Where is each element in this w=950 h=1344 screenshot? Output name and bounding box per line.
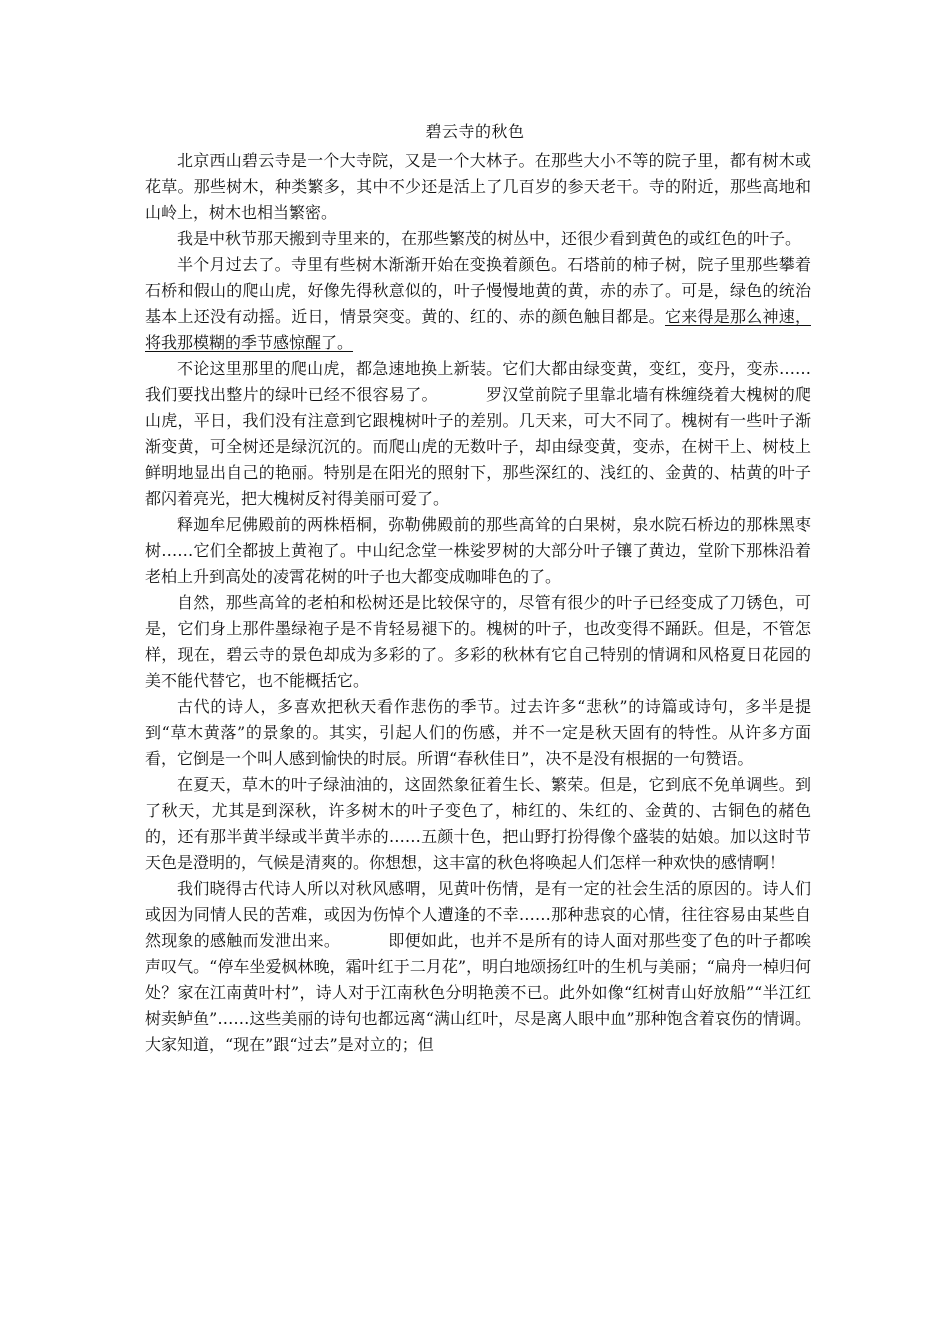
paragraph-3-text: 半个月过去了。寺里有些树木渐渐开始在变换着颜色。石塔前的柿子树，院子里那些攀着石桥和假山的爬山虎，好像先得秋意似的，叶子慢慢地黄的黄，赤的赤了。可是，绿色的统治基本上还没有动摇。近日，情景突变。黄的、红的、赤的颜色触目都是。 [145,255,811,326]
paragraph-4-text-after-gap: 罗汉堂前院子里靠北墙有株缠绕着大槐树的爬山虎，平日，我们没有注意到它跟槐树叶子的差别。几天来，可大不同了。槐树有一些叶子渐渐变黄，可全树还是绿沉沉的。而爬山虎的无数叶子，却由绿变黄，变赤，在树干上、树枝上鲜明地显出自己的艳丽。特别是在阳光的照射下，那些深红的、浅红的、金黄的、枯黄的叶子都闪着亮光，把大槐树反衬得美丽可爱了。 [145,385,811,508]
paragraph-6-text: 自然，那些高耸的老柏和松树还是比较保守的，尽管有很少的叶子已经变成了刀锈色，可是，它们身上那件墨绿袍子是不肯轻易褪下的。槐树的叶子，也改变得不踊跃。但是，不管怎样，现在，碧云寺的景色却成为多彩的了。多彩的秋林有它自己特别的情调和风格夏日花园的美不能代替它，也不能概括它。 [145,593,811,690]
paragraph-9-text: 我们晓得古代诗人所以对秋风感喟，见黄叶伤情，是有一定的社会生活的原因的。诗人们或因为同情人民的苦难，或因为伤悼个人遭逢的不幸……那种悲哀的心情，往往容易由某些自然现象的感触而发泄出来。 [145,879,811,950]
paragraph-7 [145,694,811,772]
underlined-sentence: 它来得是那么神速，将我那模糊的季节感惊醒了。 [145,307,811,352]
paragraph-8 [145,772,811,876]
paragraph-5-text: 释迦牟尼佛殿前的两株梧桐，弥勒佛殿前的那些高耸的白果树，泉水院石桥边的那株黑枣树……它们全都披上黄袍了。中山纪念堂一株娑罗树的大部分叶子镶了黄边，堂阶下那株沿着老柏上升到高处的凌霄花树的叶子也大都变成咖啡色的了。 [145,515,811,586]
paragraph-9-text-after-gap: 即便如此，也并不是所有的诗人面对那些变了色的叶子都唉声叹气。“停车坐爱枫林晚，霜叶红于二月花”，明白地颂扬红叶的生机与美丽；“扁舟一棹归何处？家在江南黄叶村”，诗人对于江南秋色分明艳羡不已。此外如像“红树青山好放船”“半江红树卖鲈鱼”……这些美丽的诗句也都远离“满山红叶，尽是离人眼中血”那种饱含着哀伤的情调。大家知道，“现在”跟“过去”是对立的；但 [145,931,811,1054]
paragraph-2-text: 我是中秋节那天搬到寺里来的，在那些繁茂的树丛中，还很少看到黄色的或红色的叶子。 [177,229,802,248]
paragraph-8-text: 在夏天，草木的叶子绿油油的，这固然象征着生长、繁荣。但是，它到底不免单调些。到了秋天，尤其是到深秋，许多树木的叶子变色了，柿红的、朱红的、金黄的、古铜色的赭色的，还有那半黄半绿或半黄半赤的……五颜十色，把山野打扮得像个盛装的姑娘。加以这时节天色是澄明的，气候是清爽的。你想想，这丰富的秋色将唤起人们怎样一种欢快的感情啊！ [145,775,811,872]
paragraph-4 [145,356,811,512]
document-title: 碧云寺的秋色 [425,122,525,141]
paragraph-4-text: 不论这里那里的爬山虎，都急速地换上新装。它们大都由绿变黄，变红，变丹，变赤……我们要找出整片的绿叶已经不很容易了。 [145,359,811,404]
paragraph-7-text: 古代的诗人，多喜欢把秋天看作悲伤的季节。过去许多“悲秋”的诗篇或诗句，多半是提到“草木黄落”的景象的。其实，引起人们的伤感，并不一定是秋天固有的特性。从许多方面看，它倒是一个叫人感到愉快的时辰。所谓“春秋佳日”，决不是没有根据的一句赞语。 [145,697,811,768]
paragraph-3 [145,252,811,356]
document-body [145,148,811,1058]
paragraph-1-text: 北京西山碧云寺是一个大寺院，又是一个大林子。在那些大小不等的院子里，都有树木或花草。那些树木，种类繁多，其中不少还是活上了几百岁的参天老干。寺的附近，那些高地和山岭上，树木也相当繁密。 [145,151,811,222]
paragraph-9 [145,876,811,1058]
paragraph-2 [145,226,811,252]
paragraph-1 [145,148,811,226]
paragraph-5 [145,512,811,590]
paragraph-6 [145,590,811,694]
